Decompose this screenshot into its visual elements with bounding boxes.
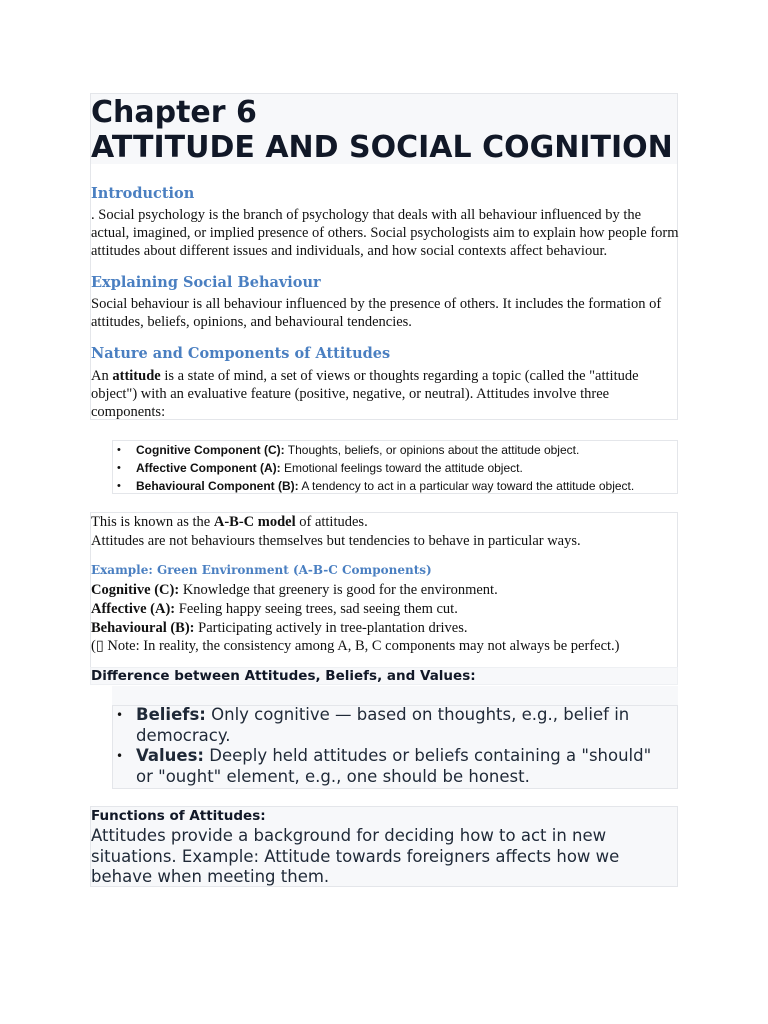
components-list	[113, 441, 634, 495]
difference-list-box	[112, 705, 678, 789]
difference-heading: Difference between Attitudes, Beliefs, and Values:	[90, 667, 678, 685]
example-heading: Example: Green Environment (A-B-C Components)	[91, 563, 432, 577]
explaining-heading: Explaining Social Behaviour	[91, 274, 321, 291]
chapter-number: Chapter 6	[91, 95, 257, 130]
difference-list	[113, 705, 656, 787]
list-item: • Affective Component (A): Emotional feelings toward the attitude object.	[113, 459, 634, 477]
list-item: • Beliefs: Only cognitive — based on thoughts, e.g., belief in democracy.	[113, 705, 656, 746]
functions-text: Attitudes provide a background for deciding how to act in new situations. Example: Attitude towards foreigners affects how we behave when meeting them.	[91, 826, 620, 886]
functions-block	[90, 806, 678, 887]
introduction-text: . Social psychology is the branch of psychology that deals with all behaviour influenced by the actual, imagined, or implied presence of others. Social psychologists aim to explain how people form attitudes about different issues and individuals, and how social contexts affect behaviour.	[91, 207, 679, 259]
example-behavioural: Behavioural (B): Participating actively in tree-plantation drives.	[91, 620, 468, 636]
introduction-heading: Introduction	[91, 185, 195, 202]
chapter-title: ATTITUDE AND SOCIAL COGNITION	[91, 130, 673, 165]
list-item: • Behavioural Component (B): A tendency to act in a particular way toward the attitude object.	[113, 477, 634, 495]
consistency-note: (▯ Note: In reality, the consistency among A, B, C components may not always be perfect.)	[91, 638, 620, 654]
functions-heading: Functions of Attitudes:	[91, 808, 266, 824]
abc-tendency-line: Attitudes are not behaviours themselves but tendencies to behave in particular ways.	[91, 533, 581, 549]
nature-text: An attitude is a state of mind, a set of views or thoughts regarding a topic (called the "attitude object") with an evaluative feature (positive, negative, or neutral). Attitudes involve three components:	[91, 368, 639, 420]
abc-model-line: This is known as the A-B-C model of attitudes.	[91, 514, 368, 530]
chapter-intro-block	[90, 93, 678, 420]
list-item: • Cognitive Component (C): Thoughts, beliefs, or opinions about the attitude object.	[113, 441, 634, 459]
nature-heading: Nature and Components of Attitudes	[91, 345, 391, 362]
explaining-text: Social behaviour is all behaviour influenced by the presence of others. It includes the formation of attitudes, beliefs, opinions, and behavioural tendencies.	[91, 296, 662, 330]
list-item: • Values: Deeply held attitudes or beliefs containing a "should" or "ought" element, e.g., one should be honest.	[113, 746, 656, 787]
abc-model-block	[90, 512, 678, 668]
example-cognitive: Cognitive (C): Knowledge that greenery is good for the environment.	[91, 582, 498, 598]
components-list-box	[112, 440, 678, 494]
difference-spacer	[112, 686, 678, 705]
example-affective: Affective (A): Feeling happy seeing trees, sad seeing them cut.	[91, 601, 458, 617]
